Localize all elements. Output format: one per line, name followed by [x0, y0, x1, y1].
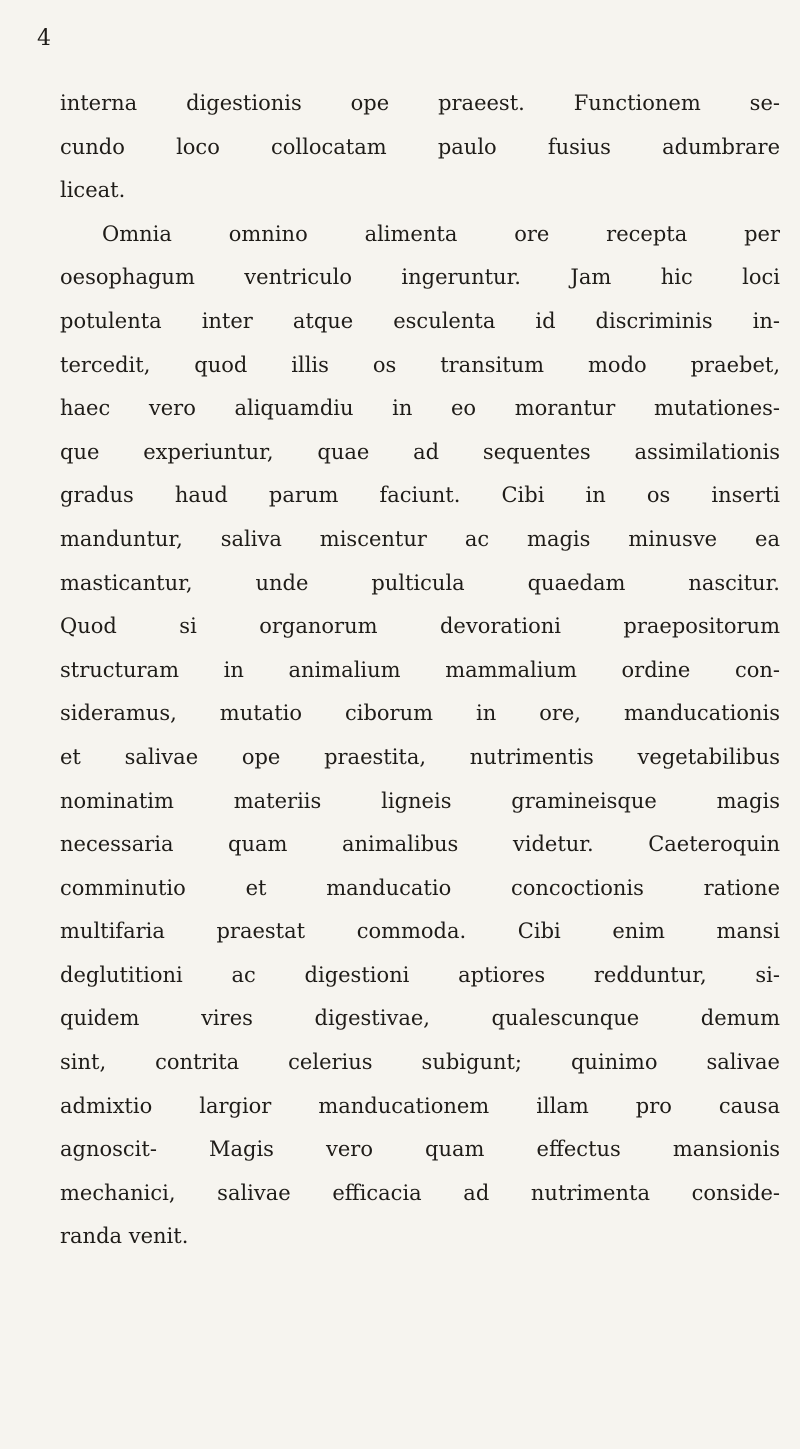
text-line: oesophagum ventriculo ingeruntur. Jam hic loci: [60, 265, 780, 290]
paragraph-start-line: Omnia omnino alimenta ore recepta per: [102, 221, 780, 246]
text-line: multifaria praestat commoda. Cibi enim mansi: [60, 919, 780, 944]
body-text: [60, 82, 780, 1259]
text-line: gradus haud parum faciunt. Cibi in os inserti: [60, 483, 780, 508]
text-line: mechanici, salivae efficacia ad nutrimenta conside-: [60, 1180, 780, 1205]
text-line: admixtio largior manducationem illam pro causa: [60, 1093, 780, 1118]
text-line: masticantur, unde pulticula quaedam nascitur.: [60, 570, 780, 595]
text-line: sint, contrita celerius subigunt; quinimo salivae: [60, 1050, 780, 1075]
text-line: deglutitioni ac digestioni aptiores redduntur, si-: [60, 962, 780, 987]
text-line: sideramus, mutatio ciborum in ore, manducationis: [60, 701, 780, 726]
text-line: structuram in animalium mammalium ordine con-: [60, 657, 780, 682]
text-line: agnoscit- Magis vero quam effectus mansionis: [60, 1137, 780, 1162]
text-line: cundo loco collocatam paulo fusius adumbrare: [60, 134, 780, 159]
text-line: haec vero aliquamdiu in eo morantur mutationes-: [60, 396, 780, 421]
text-line: liceat.: [60, 178, 126, 203]
page-number: 4: [37, 26, 51, 51]
text-line: que experiuntur, quae ad sequentes assimilationis: [60, 439, 780, 464]
text-line: tercedit, quod illis os transitum modo praebet,: [60, 352, 780, 377]
text-line: manduntur, saliva miscentur ac magis minusve ea: [60, 526, 780, 551]
text-line: potulenta inter atque esculenta id discriminis in-: [60, 308, 780, 333]
text-line: necessaria quam animalibus videtur. Caeteroquin: [60, 832, 780, 857]
text-line: Quod si organorum devorationi praepositorum: [60, 614, 780, 639]
text-line: quidem vires digestivae, qualescunque demum: [60, 1006, 780, 1031]
text-line: nominatim materiis ligneis gramineisque magis: [60, 788, 780, 813]
text-line: randa venit.: [60, 1224, 189, 1249]
text-line: interna digestionis ope praeest. Functionem se-: [60, 91, 780, 115]
text-line: comminutio et manducatio concoctionis ratione: [60, 875, 780, 900]
text-line: et salivae ope praestita, nutrimentis vegetabilibus: [60, 744, 780, 769]
